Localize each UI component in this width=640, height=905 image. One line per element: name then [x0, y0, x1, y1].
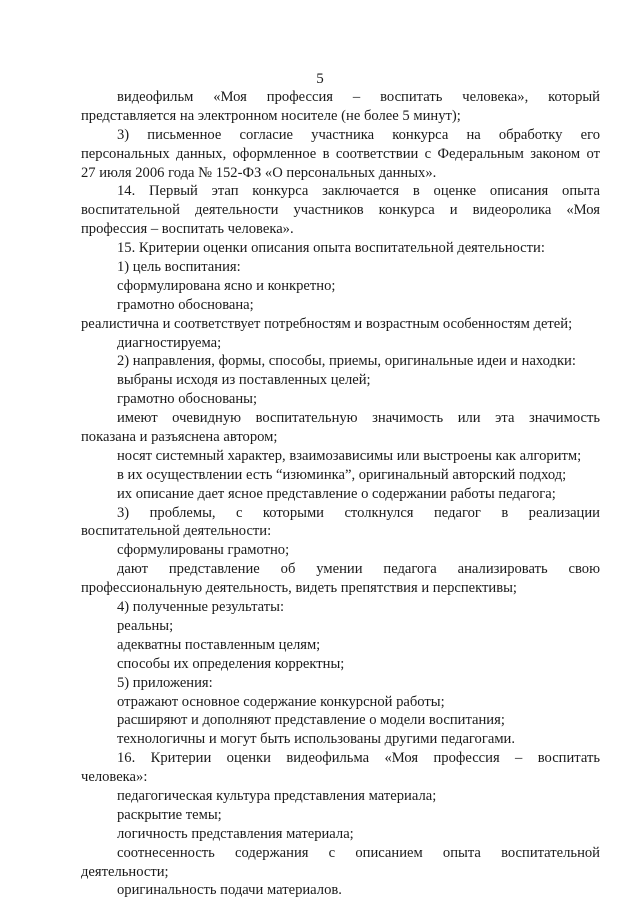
text-line: носят системный характер, взаимозависимы или выстроены как алгоритм;	[117, 447, 582, 464]
text-line: сформулированы грамотно;	[117, 542, 290, 559]
text-line: профессиональную деятельность, видеть препятствия и перспективы;	[81, 580, 517, 597]
text-line: 1) цель воспитания:	[117, 259, 241, 276]
text-line: воспитательной деятельности:	[81, 523, 272, 540]
text-line: показана и разъяснена автором;	[81, 429, 278, 446]
text-line: 2) направления, формы, способы, приемы, оригинальные идеи и находки:	[117, 353, 576, 370]
text-line: 16. Критерии оценки видеофильма «Моя профессия – воспитать	[117, 750, 600, 767]
text-line: диагностируема;	[117, 334, 222, 351]
text-line: дают представление об умении педагога анализировать свою	[117, 561, 600, 578]
text-line: имеют очевидную воспитательную значимость или эта значимость	[117, 410, 600, 427]
document-body	[81, 88, 600, 900]
text-line: педагогическая культура представления материала;	[117, 787, 437, 804]
text-line: 4) полученные результаты:	[117, 599, 285, 616]
text-line: воспитательной деятельности участников конкурса и видеоролика «Моя	[81, 202, 600, 219]
text-line: 5) приложения:	[117, 674, 213, 691]
text-line: представляется на электронном носителе (не более 5 минут);	[81, 107, 461, 124]
text-line: технологичны и могут быть использованы другими педагогами.	[117, 731, 516, 748]
text-line: их описание дает ясное представление о содержании работы педагога;	[117, 485, 556, 502]
text-line: человека»:	[81, 769, 148, 786]
text-line: раскрытие темы;	[117, 806, 222, 823]
text-line: отражают основное содержание конкурсной работы;	[117, 693, 445, 710]
text-line: оригинальность подачи материалов.	[117, 882, 342, 899]
text-line: 3) письменное согласие участника конкурса на обработку его	[117, 126, 600, 143]
text-line: способы их определения корректны;	[117, 655, 345, 672]
text-line: 3) проблемы, с которыми столкнулся педагог в реализации	[117, 504, 600, 521]
text-line: 14. Первый этап конкурса заключается в оценке описания опыта	[117, 183, 600, 200]
text-line: расширяют и дополняют представление о модели воспитания;	[117, 712, 505, 729]
text-line: грамотно обоснована;	[117, 296, 254, 313]
text-line: в их осуществлении есть “изюминка”, оригинальный авторский подход;	[117, 466, 567, 483]
text-line: 15. Критерии оценки описания опыта воспитательной деятельности:	[117, 240, 545, 257]
text-line: реальны;	[117, 617, 174, 634]
text-line: адекватны поставленным целям;	[117, 636, 321, 653]
text-line: грамотно обоснованы;	[117, 391, 258, 408]
text-line: логичность представления материала;	[117, 825, 354, 842]
text-line: видеофильм «Моя профессия – воспитать человека», который	[117, 89, 600, 105]
text-line: сформулирована ясно и конкретно;	[117, 277, 336, 294]
page-number: 5	[316, 71, 324, 87]
text-line: реалистична и соответствует потребностям и возрастным особенностям детей;	[81, 315, 573, 332]
text-line: выбраны исходя из поставленных целей;	[117, 372, 371, 389]
text-line: соотнесенность содержания с описанием опыта воспитательной	[117, 844, 600, 861]
text-line: профессия – воспитать человека».	[81, 221, 294, 238]
text-line: персональных данных, оформленное в соответствии с Федеральным законом от	[81, 145, 600, 162]
text-line: 27 июля 2006 года № 152-ФЗ «О персональных данных».	[81, 164, 437, 181]
text-line: деятельности;	[81, 863, 169, 880]
